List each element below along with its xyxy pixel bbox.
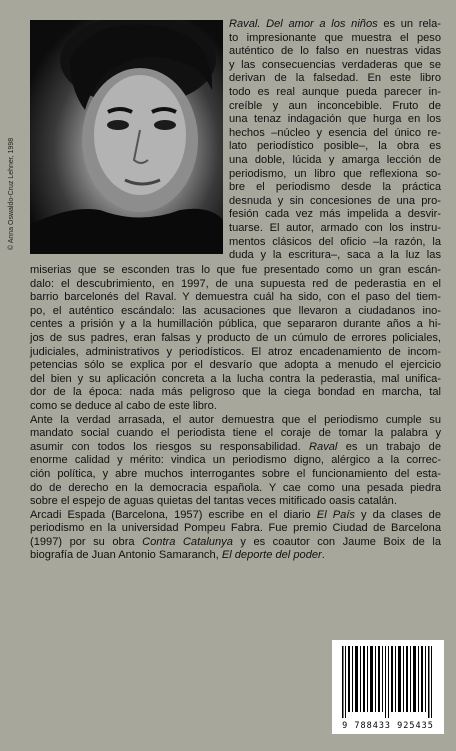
text-line: una doble, lúcida y amarga lección de [229,153,441,166]
text-line: y las consecuencias verdaderas que se [229,58,441,71]
text-line: hechos –núcleo y esencia del único re- [229,126,441,139]
bio-text: (1997) por su obra [30,535,143,548]
text-line: una tenaz indagación que hurga en los [229,113,441,126]
text-line: po, el auténtico escándalo: las acusaciones que llevaron a ciudadanos ino- [30,304,441,317]
bio-text: y es coautor con Jaume Boix de la [232,535,441,548]
raval-italic: Raval [309,440,338,453]
right-column-text [229,18,441,263]
text-line: asumir con todos los riesgos su responsabilidad. [30,440,301,453]
text-line: es un trabajo de [337,440,441,453]
text-line: duda y la escritura–, saca a la luz las [229,249,441,262]
author-photo [30,20,223,254]
bio-text: biografía de Juan Antonio Samaranch, [30,549,222,562]
text-line: barrio barcelonés del Raval. Y demuestra cuál ha sido, con el paso del tiem- [30,291,441,304]
text-line: Ante la verdad arrasada, el autor demuestra que el periodismo cumple su [30,413,441,426]
text-line: to impresionante que muestra el peso [229,31,441,44]
book-title-contra-catalunya: Contra Catalunya [142,535,233,548]
text-line: derivan de la falsedad. En este libro [229,72,441,85]
text-line: petencias sólo se explica por el desvarío que adopta a menudo el ejercicio [30,359,441,372]
text-line: todo es real aunque pueda parecer in- [229,85,441,98]
text-line: del bien y su aplicación concreta a la lucha contra la pederastia, mal unifica- [30,372,441,385]
book-title-deporte-del-poder: El deporte del poder [221,549,322,562]
photo-credit: © Anna Oswaldo-Cruz Lehner, 1998 [8,137,15,250]
full-width-text [30,264,441,563]
bio-text: y da clases de [354,508,441,521]
text-line: judiciales, administrativos y periodísticos. El atroz encadenamiento de incom- [30,345,441,358]
text-line: do de derecho en la democracia española. Y cae como una pesada piedra [30,481,441,494]
bio-line [30,509,441,523]
text-line: creíble y aun inconcebible. Fruto de [229,99,441,112]
text-line: auténtico de lo falso en nuestras vidas [229,45,441,58]
text-line: mentos clásicos del oficio –la razón, la [229,235,441,248]
isbn-barcode [332,640,444,734]
text-line: como se deduce al cabo de este libro. [30,399,217,412]
isbn-number: 9 788433 925435 [342,721,434,731]
text-line: enorme calidad y mérito: vindica un periodismo digno, alérgico a la correc- [30,454,441,467]
bio-text: periodismo en la universidad Pompeu Fabra. Fue premio Ciudad de Barcelona [30,522,441,535]
text-line: fesión cada vez más impelida a desvir- [229,208,441,221]
text-line: mandato social cuando el periodista tiene el coraje de tomar la palabra y [30,427,441,440]
text-line: sobre el espejo de aguas quietas del tantas veces mitificado oasis catalán. [30,495,397,508]
book-title: Raval. Del amor a los niños [229,18,378,30]
text-line: lato periodístico posible–, la obra es [229,140,441,153]
text-line: ción política, y abre muchos interrogantes sobre el funcionamiento del esta- [30,467,441,480]
barcode-bars [338,646,438,718]
text-line: dor de la época: nada más peligroso que la ciega bondad en marcha, tal [30,386,441,399]
text-line: miserias que se esconden tras lo que fue presentado como un gran escán- [30,264,441,276]
bio-text: . [321,549,325,562]
text-line: dalo: el descubrimiento, en 1997, de una supuesta red de pederastia en el [30,277,441,290]
text-line: bre el periodismo desde la práctica [229,181,441,194]
text-line: desnuda y sin concesiones de una pro- [229,194,441,207]
bio-line [30,536,441,550]
bio-line [30,549,441,563]
newspaper-title: El País [316,508,355,521]
text-line: centes a prisión y a la humillación pública, que separaron durante años a hi- [30,318,441,331]
bio-text: Arcadi Espada (Barcelona, 1957) escribe en el diario [30,508,317,521]
text-line: periodismo, un libro que reflexiona so- [229,167,441,180]
author-portrait [30,20,223,254]
text-line: jos de sus padres, eran falsas y producto de un cúmulo de errores policiales, [30,331,441,344]
text-line: es un rela- [383,18,441,30]
text-line: tuarse. El autor, armado con los instru- [229,221,441,234]
